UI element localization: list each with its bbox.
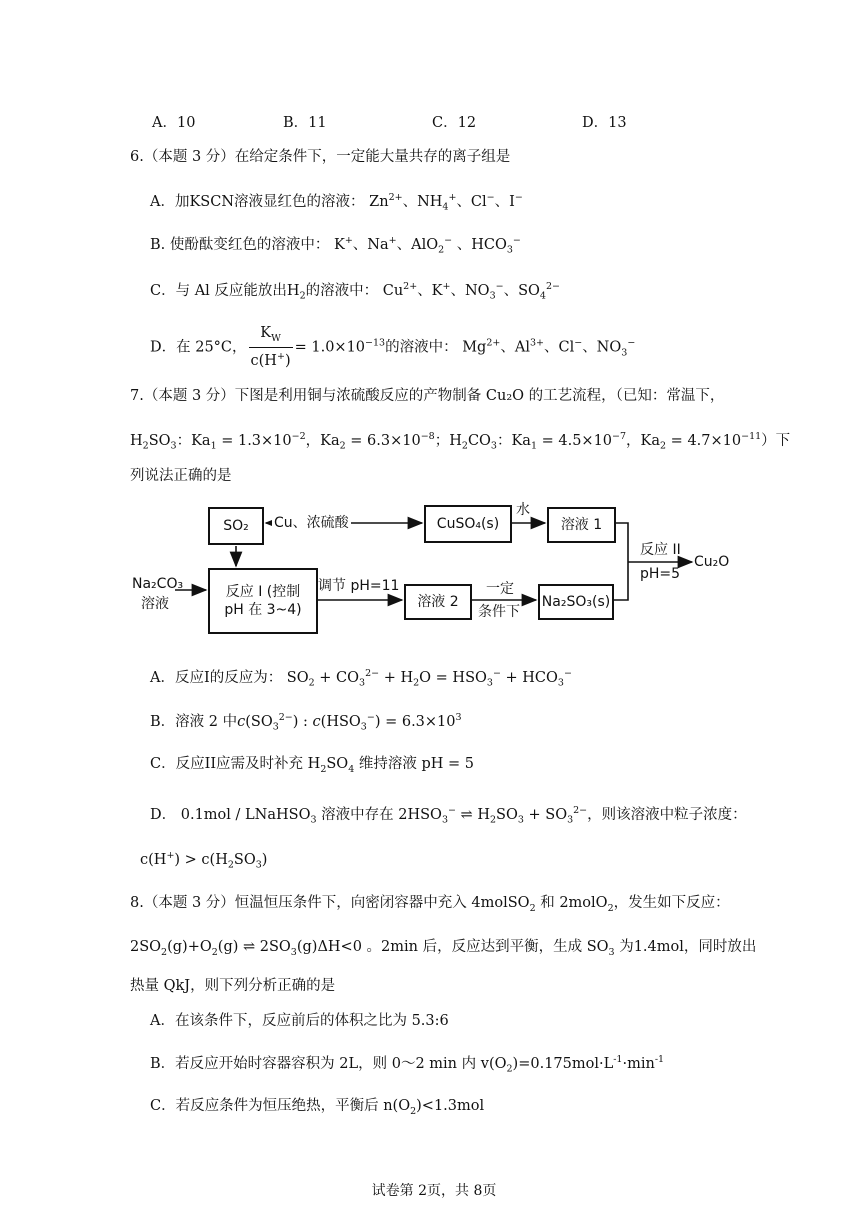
q6-option-d: D．在 25°C， $\frac{K_W}{c(H^+)}$ = $1.0\times 10^{-13}$的溶液中： $Mg^{2+}$、$Al^{3+}$、Cl−、$NO_3^-$ [150,325,636,369]
na2co3-solution-label: 溶液 [141,596,169,612]
adjust-ph-label: 调节 pH=11 [318,578,400,594]
q7-stem-end: 列说法正确的是 [130,468,232,484]
q8-stem: 8.（本题 3 分）恒温恒压条件下，向密闭容器中充入 4molSO$_2$ 和 2molO$_2$，发生如下反应： [130,895,730,914]
page-footer: 试卷第 2页，共 8页 [371,1183,497,1199]
q8-equation: $2SO_2(g)+O_2(g)$ ⇌ $2SO_3(g)\Delta H<0$ 。2min 后，反应达到平衡，生成 $SO_3$ 为1.4mol，同时放出 [130,939,757,958]
q7-option-c: C．反应II应需及时补充 $H_2SO_4$ 维持溶液 pH = 5 [150,756,474,775]
q5-option-d: D．13 [582,115,627,131]
q5-option-b: B．11 [283,115,327,131]
cu2o-label: Cu₂O [694,554,730,570]
q5-option-c: C．12 [432,115,477,131]
cu-conc-acid-label: Cu、浓硫酸 [274,515,349,531]
q7-option-a: A．反应I的反应为： $SO_2 + CO_3^{2-} + H_2O = HSO_3^- + HCO_3^-$ [150,668,572,689]
q7-option-d-conclusion: $c(H^+) > c(H_2SO_3)$ [140,850,268,871]
cuso4-box: CuSO₄(s) [424,505,512,543]
q8-option-a: A．在该条件下，反应前后的体积之比为 5.3:6 [150,1013,449,1029]
q8-option-c: C．若反应条件为恒压绝热，平衡后 $n(O_2)<1.3mol$ [150,1098,485,1117]
q6-option-b: B. 使酚酞变红色的溶液中： K+、Na+、AlO$_2$− 、$HCO_3^-$ [150,235,521,256]
ph5-label: pH=5 [640,566,681,582]
water-label: 水 [516,502,530,518]
reaction2-label: 反应 II [640,542,681,558]
q8-stem-end: 热量 QkJ，则下列分析正确的是 [130,978,336,994]
q8-option-b: B．若反应开始时容器容积为 2L，则 0～2 min 内 $v(O_2)=0.175mol\cdot L^{-1}\cdot\min^{-1}$ [150,1054,665,1075]
na2co3-label: Na₂CO₃ [132,576,184,592]
condition-label-2: 条件下 [478,604,520,620]
so2-box: SO₂ [208,507,264,545]
na2so3-box: Na₂SO₃(s) [538,584,614,620]
condition-label-1: 一定 [486,581,514,597]
q5-option-a: A．10 [152,115,196,131]
q6-stem: 6.（本题 3 分）在给定条件下，一定能大量共存的离子组是 [130,149,511,165]
solution2-box: 溶液 2 [404,584,472,620]
q6-option-a: A．加KSCN溶液显红色的溶液： $Zn^{2+}$、$NH_4^+$、Cl−、I− [150,192,523,213]
reaction1-box: 反应 I (控制 pH 在 3~4) [208,568,318,634]
solution1-box: 溶液 1 [547,507,616,543]
q7-option-d: D． 0.1mol / LNaHSO$_3$ 溶液中存在 $2HSO_3^-$ ⇌ $H_2SO_3 + SO_3^{2-}$，则该溶液中粒子浓度： [150,805,747,826]
q6-option-c: C．与 Al 反应能放出$H_2$的溶液中： $Cu^{2+}$、K+、$NO_3^-$、$SO_4^{2-}$ [150,281,560,302]
q7-option-b: B．溶液 2 中$c(SO_3^{2-})$ : $c(HSO_3^-) = 6.3\times 10^3$ [150,712,462,733]
q7-stem: 7.（本题 3 分）下图是利用铜与浓硫酸反应的产物制备 Cu₂O 的工艺流程，（已知：常温下， [130,388,725,404]
q7-constants: $H_2SO_3$：$Ka_1 = 1.3\times 10^{-2}$，$Ka_2 = 6.3\times 10^{-8}$；$H_2CO_3$：$Ka_1 = 4.5\times 10^{-7}$，$Ka_2 = 4.7\times 10^{-11}$）下 [130,431,791,452]
